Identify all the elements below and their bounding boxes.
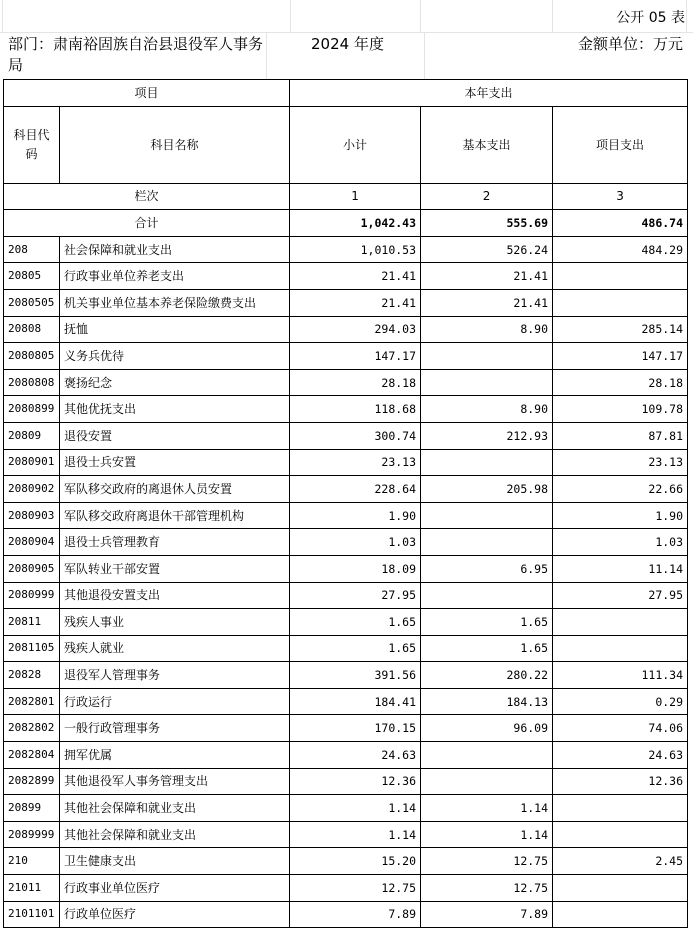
project-value: 147.17 <box>553 343 688 370</box>
project-value <box>553 901 688 928</box>
basic-value <box>421 369 553 396</box>
basic-value: 12.75 <box>421 848 553 875</box>
subtotal-value: 1.14 <box>290 795 421 822</box>
subject-name: 抚恤 <box>60 316 290 343</box>
subtotal-value: 147.17 <box>290 343 421 370</box>
grid-line <box>2 0 3 32</box>
subject-code: 2080903 <box>4 502 60 529</box>
table-row <box>4 715 688 742</box>
project-value: 109.78 <box>553 396 688 423</box>
subtotal-header: 小计 <box>290 106 421 183</box>
project-value: 22.66 <box>553 476 688 503</box>
project-value: 0.29 <box>553 688 688 715</box>
total-subtotal: 1,042.43 <box>290 210 421 237</box>
project-value: 2.45 <box>553 848 688 875</box>
project-value: 23.13 <box>553 449 688 476</box>
basic-value: 6.95 <box>421 555 553 582</box>
table-row <box>4 555 688 582</box>
subject-name: 行政单位医疗 <box>60 901 290 928</box>
header-row <box>4 80 688 107</box>
project-value <box>553 263 688 290</box>
table-row <box>4 742 688 769</box>
amount-unit: 金额单位：万元 <box>577 35 683 53</box>
grid-line <box>424 32 425 79</box>
subject-name: 一般行政管理事务 <box>60 715 290 742</box>
project-value: 27.95 <box>553 582 688 609</box>
subject-code: 20809 <box>4 422 60 449</box>
subject-name: 行政运行 <box>60 688 290 715</box>
basic-value: 212.93 <box>421 422 553 449</box>
subject-name: 其他优抚支出 <box>60 396 290 423</box>
project-value: 24.63 <box>553 742 688 769</box>
subject-code: 2080902 <box>4 476 60 503</box>
subject-name: 行政事业单位医疗 <box>60 875 290 902</box>
subtotal-value: 21.41 <box>290 289 421 316</box>
subtotal-value: 300.74 <box>290 422 421 449</box>
table-row <box>4 396 688 423</box>
table-row <box>4 263 688 290</box>
department-name: 部门：肃南裕固族自治县退役军人事务局 <box>8 35 264 74</box>
report-header <box>0 32 693 79</box>
basic-value <box>421 582 553 609</box>
table-row <box>4 609 688 636</box>
table-row <box>4 821 688 848</box>
table-row <box>4 662 688 689</box>
total-project: 486.74 <box>553 210 688 237</box>
subject-code: 2080808 <box>4 369 60 396</box>
grid-line <box>0 32 693 33</box>
subtotal-value: 1.14 <box>290 821 421 848</box>
subject-code: 20828 <box>4 662 60 689</box>
table-row <box>4 901 688 928</box>
basic-value: 7.89 <box>421 901 553 928</box>
basic-value: 21.41 <box>421 263 553 290</box>
table-row <box>4 422 688 449</box>
project-value <box>553 609 688 636</box>
subject-code: 2080805 <box>4 343 60 370</box>
subject-code: 2081105 <box>4 635 60 662</box>
total-label: 合计 <box>4 210 290 237</box>
subject-code: 210 <box>4 848 60 875</box>
subject-name-header: 科目名称 <box>60 106 290 183</box>
basic-value: 1.65 <box>421 635 553 662</box>
subtotal-value: 1.03 <box>290 529 421 556</box>
grid-line <box>686 0 687 32</box>
subject-code: 2080505 <box>4 289 60 316</box>
subtotal-value: 27.95 <box>290 582 421 609</box>
table-row <box>4 449 688 476</box>
fiscal-year: 2024 年度 <box>311 35 384 53</box>
column-number: 1 <box>290 183 421 210</box>
basic-value <box>421 742 553 769</box>
subtotal-value: 1.90 <box>290 502 421 529</box>
grid-line <box>420 0 421 32</box>
subtotal-value: 7.89 <box>290 901 421 928</box>
basic-value <box>421 529 553 556</box>
grid-line <box>290 0 291 32</box>
subject-code: 2080999 <box>4 582 60 609</box>
subject-code: 20899 <box>4 795 60 822</box>
subject-code: 2082804 <box>4 742 60 769</box>
table-row <box>4 502 688 529</box>
basic-value: 1.14 <box>421 821 553 848</box>
basic-value <box>421 502 553 529</box>
subtotal-value: 12.36 <box>290 768 421 795</box>
column-number-label: 栏次 <box>4 183 290 210</box>
subtotal-value: 24.63 <box>290 742 421 769</box>
subject-name: 退役士兵安置 <box>60 449 290 476</box>
basic-header: 基本支出 <box>421 106 553 183</box>
subtotal-value: 184.41 <box>290 688 421 715</box>
subtotal-value: 18.09 <box>290 555 421 582</box>
subtotal-value: 391.56 <box>290 662 421 689</box>
subject-name: 其他社会保障和就业支出 <box>60 795 290 822</box>
basic-value: 8.90 <box>421 396 553 423</box>
subject-name: 军队移交政府离退休干部管理机构 <box>60 502 290 529</box>
grid-line <box>552 0 553 32</box>
table-row <box>4 688 688 715</box>
subject-code: 2080899 <box>4 396 60 423</box>
subject-name: 机关事业单位基本养老保险缴费支出 <box>60 289 290 316</box>
project-value <box>553 289 688 316</box>
project-value: 11.14 <box>553 555 688 582</box>
item-header: 项目 <box>4 80 290 107</box>
subtotal-value: 118.68 <box>290 396 421 423</box>
project-value <box>553 875 688 902</box>
subject-name: 其他退役安置支出 <box>60 582 290 609</box>
subtotal-value: 21.41 <box>290 263 421 290</box>
subject-code: 20811 <box>4 609 60 636</box>
subject-name: 军队转业干部安置 <box>60 555 290 582</box>
subject-name: 残疾人事业 <box>60 609 290 636</box>
subtotal-value: 228.64 <box>290 476 421 503</box>
basic-value <box>421 343 553 370</box>
table-row <box>4 529 688 556</box>
basic-value: 205.98 <box>421 476 553 503</box>
table-row <box>4 635 688 662</box>
total-basic: 555.69 <box>421 210 553 237</box>
subject-code: 2082899 <box>4 768 60 795</box>
expenditure-table <box>3 79 688 928</box>
subtotal-value: 23.13 <box>290 449 421 476</box>
table-row <box>4 369 688 396</box>
basic-value: 1.14 <box>421 795 553 822</box>
project-value <box>553 635 688 662</box>
header-row <box>4 106 688 183</box>
subject-code: 20808 <box>4 316 60 343</box>
table-row <box>4 582 688 609</box>
subtotal-value: 15.20 <box>290 848 421 875</box>
basic-value: 96.09 <box>421 715 553 742</box>
subject-name: 褒扬纪念 <box>60 369 290 396</box>
table-row <box>4 875 688 902</box>
project-header: 项目支出 <box>553 106 688 183</box>
subject-code: 2101101 <box>4 901 60 928</box>
basic-value: 12.75 <box>421 875 553 902</box>
subject-code: 2089999 <box>4 821 60 848</box>
project-value: 28.18 <box>553 369 688 396</box>
table-row <box>4 343 688 370</box>
subject-name: 其他退役军人事务管理支出 <box>60 768 290 795</box>
column-number: 2 <box>421 183 553 210</box>
column-number-row <box>4 183 688 210</box>
basic-value: 1.65 <box>421 609 553 636</box>
grid-line <box>266 32 267 79</box>
project-value: 12.36 <box>553 768 688 795</box>
basic-value: 184.13 <box>421 688 553 715</box>
project-value: 111.34 <box>553 662 688 689</box>
project-value: 74.06 <box>553 715 688 742</box>
subject-name: 退役安置 <box>60 422 290 449</box>
subject-code-header: 科目代码 <box>4 106 60 183</box>
project-value: 285.14 <box>553 316 688 343</box>
subtotal-value: 170.15 <box>290 715 421 742</box>
table-row <box>4 795 688 822</box>
subject-code: 20805 <box>4 263 60 290</box>
column-number: 3 <box>553 183 688 210</box>
subject-code: 2080901 <box>4 449 60 476</box>
subtotal-value: 294.03 <box>290 316 421 343</box>
subtotal-value: 1.65 <box>290 609 421 636</box>
project-value: 1.03 <box>553 529 688 556</box>
subject-name: 退役军人管理事务 <box>60 662 290 689</box>
table-row <box>4 316 688 343</box>
subject-name: 拥军优属 <box>60 742 290 769</box>
table-row <box>4 236 688 263</box>
subtotal-value: 28.18 <box>290 369 421 396</box>
top-bar <box>0 0 693 32</box>
basic-value <box>421 768 553 795</box>
table-row <box>4 289 688 316</box>
subject-name: 残疾人就业 <box>60 635 290 662</box>
table-number: 公开 05 表 <box>616 10 685 26</box>
subject-name: 社会保障和就业支出 <box>60 236 290 263</box>
project-value <box>553 795 688 822</box>
subject-name: 其他社会保障和就业支出 <box>60 821 290 848</box>
table-row <box>4 768 688 795</box>
subtotal-value: 1,010.53 <box>290 236 421 263</box>
subject-code: 208 <box>4 236 60 263</box>
basic-value <box>421 449 553 476</box>
subject-code: 2080904 <box>4 529 60 556</box>
subject-code: 21011 <box>4 875 60 902</box>
current-expense-header: 本年支出 <box>290 80 688 107</box>
subtotal-value: 12.75 <box>290 875 421 902</box>
subject-name: 义务兵优待 <box>60 343 290 370</box>
basic-value: 8.90 <box>421 316 553 343</box>
table-row <box>4 476 688 503</box>
project-value: 484.29 <box>553 236 688 263</box>
subtotal-value: 1.65 <box>290 635 421 662</box>
basic-value: 526.24 <box>421 236 553 263</box>
total-row <box>4 210 688 237</box>
project-value: 87.81 <box>553 422 688 449</box>
project-value: 1.90 <box>553 502 688 529</box>
table-row <box>4 848 688 875</box>
subject-code: 2082802 <box>4 715 60 742</box>
basic-value: 280.22 <box>421 662 553 689</box>
subject-name: 卫生健康支出 <box>60 848 290 875</box>
project-value <box>553 821 688 848</box>
subject-code: 2082801 <box>4 688 60 715</box>
subject-code: 2080905 <box>4 555 60 582</box>
subject-name: 退役士兵管理教育 <box>60 529 290 556</box>
subject-name: 行政事业单位养老支出 <box>60 263 290 290</box>
basic-value: 21.41 <box>421 289 553 316</box>
subject-name: 军队移交政府的离退休人员安置 <box>60 476 290 503</box>
